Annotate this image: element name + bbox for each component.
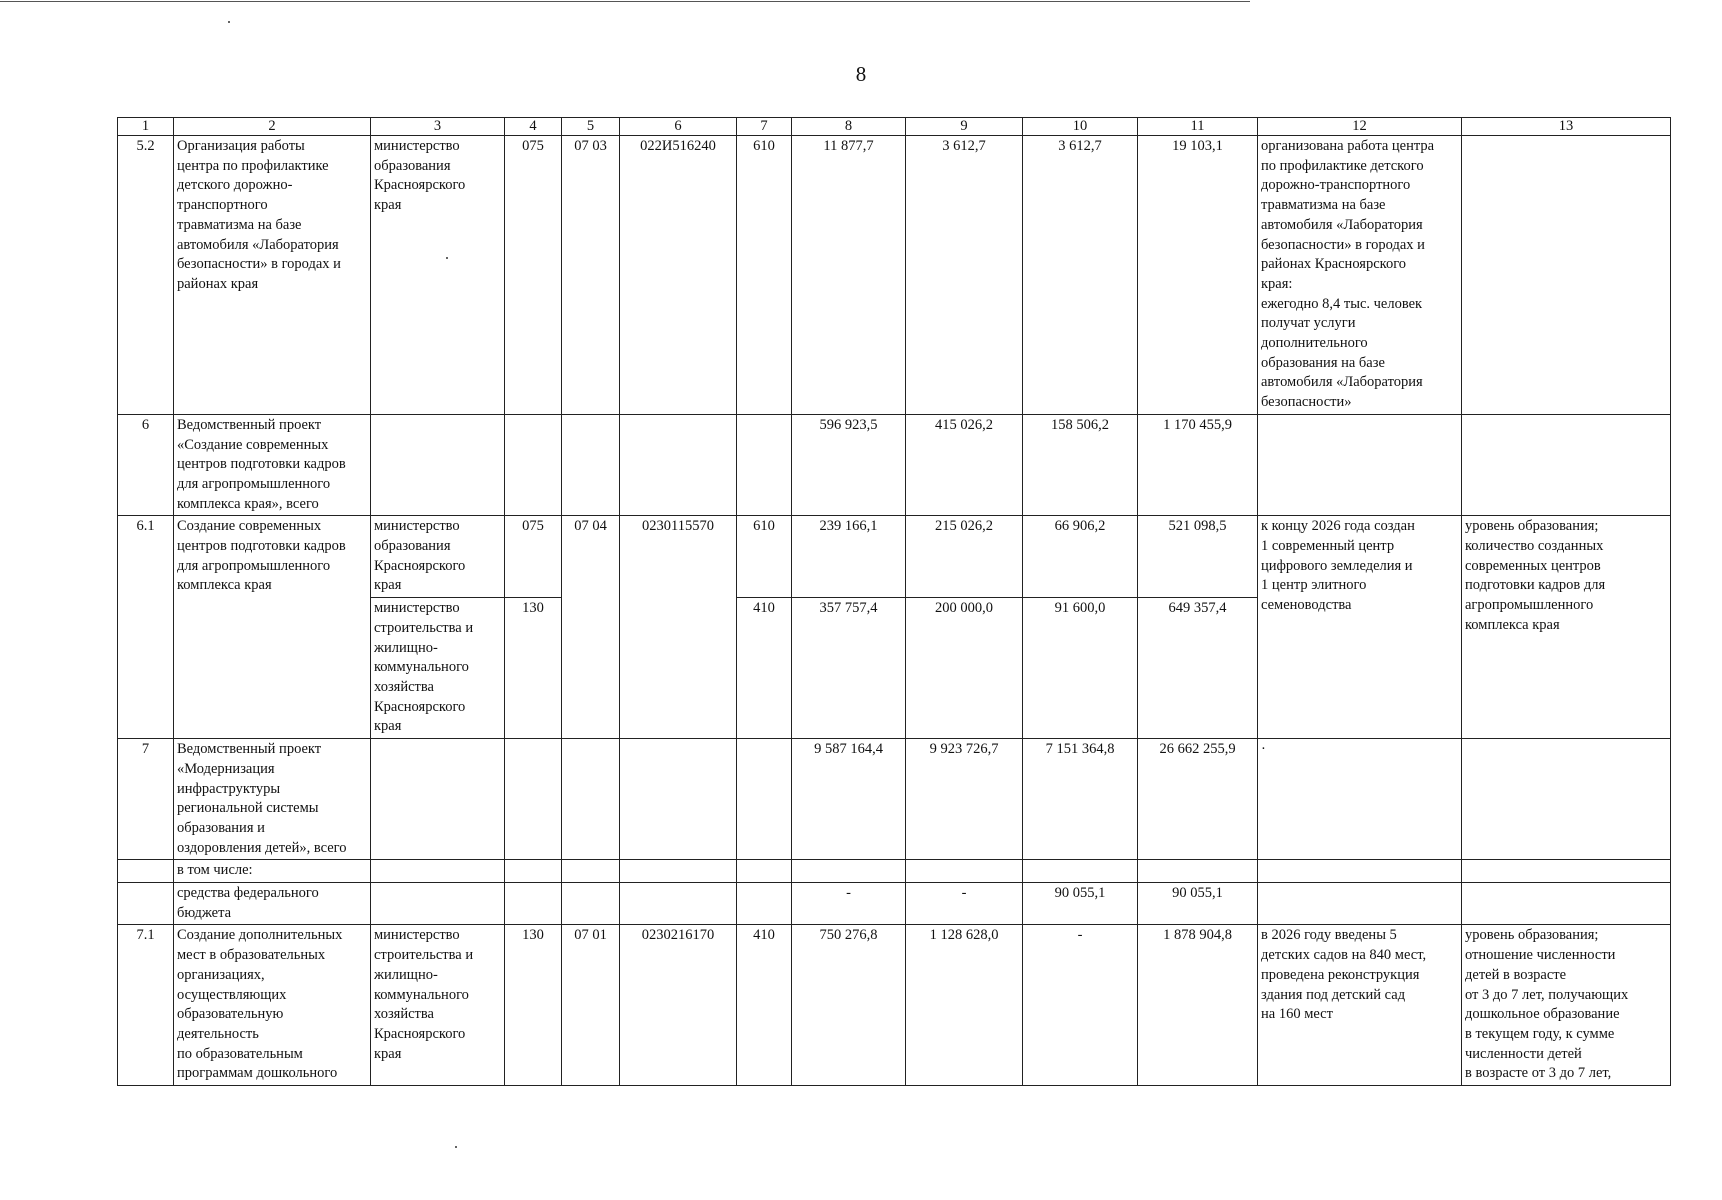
empty-cell [562, 739, 620, 860]
scan-speck [228, 21, 230, 23]
row-number: 6.1 [118, 516, 174, 739]
cell-col9: 415 026,2 [906, 414, 1023, 516]
cell-col8: - [792, 883, 906, 925]
cell-col9: 1 128 628,0 [906, 925, 1023, 1086]
cell-col11: 26 662 255,9 [1138, 739, 1258, 860]
cell-col5: 07 03 [562, 136, 620, 415]
cell-col9: 200 000,0 [906, 598, 1023, 739]
budget-table [117, 117, 1671, 1086]
cell-col8: 596 923,5 [792, 414, 906, 516]
row-executor: министерство образования Красноярского края [371, 516, 505, 598]
row-result: · [1258, 739, 1462, 860]
cell-col6: 0230115570 [620, 516, 737, 739]
header-row [118, 118, 1671, 136]
empty-cell [562, 883, 620, 925]
empty-cell [562, 414, 620, 516]
empty-cell [1462, 860, 1671, 883]
cell-col10: 3 612,7 [1023, 136, 1138, 415]
row-number: 7 [118, 739, 174, 860]
empty-cell [737, 414, 792, 516]
cell-col10: 158 506,2 [1023, 414, 1138, 516]
table-row [118, 925, 1671, 1086]
cell-col9: 3 612,7 [906, 136, 1023, 415]
row-name: Создание дополнительных мест в образовательных организациях, осуществляющих образовательную деятельность по образовательным программам дошкольного [174, 925, 371, 1086]
empty-cell [620, 739, 737, 860]
cell-col6: 0230216170 [620, 925, 737, 1086]
cell-col5: 07 04 [562, 516, 620, 739]
cell-col11: 1 878 904,8 [1138, 925, 1258, 1086]
cell-col4: 130 [505, 598, 562, 739]
empty-cell [1023, 860, 1138, 883]
header-cell: 10 [1023, 118, 1138, 136]
header-cell: 1 [118, 118, 174, 136]
empty-cell [1462, 883, 1671, 925]
header-cell: 11 [1138, 118, 1258, 136]
cell-col11: 1 170 455,9 [1138, 414, 1258, 516]
header-cell: 13 [1462, 118, 1671, 136]
cell-col10: 90 055,1 [1023, 883, 1138, 925]
empty-cell [1258, 414, 1462, 516]
row-result: к концу 2026 года создан 1 современный центр цифрового земледелия и 1 центр элитного семеноводства [1258, 516, 1462, 739]
cell-col11: 19 103,1 [1138, 136, 1258, 415]
scan-speck [455, 1146, 457, 1148]
row-number: 5.2 [118, 136, 174, 415]
cell-col7: 410 [737, 925, 792, 1086]
cell-col10: 91 600,0 [1023, 598, 1138, 739]
table-row [118, 414, 1671, 516]
table-row [118, 136, 1671, 415]
empty-cell [620, 860, 737, 883]
cell-col6: 022И516240 [620, 136, 737, 415]
empty-cell [1462, 739, 1671, 860]
row-indicator: уровень образования; отношение численности детей в возрасте от 3 до 7 лет, получающих дошкольное образование в текущем году, к сумме численности детей в возрасте от 3 до 7 лет, [1462, 925, 1671, 1086]
cell-col8: 357 757,4 [792, 598, 906, 739]
row-result: в 2026 году введены 5 детских садов на 840 мест, проведена реконструкция здания под детский сад на 160 мест [1258, 925, 1462, 1086]
row-indicator [1462, 136, 1671, 415]
cell-col10: - [1023, 925, 1138, 1086]
empty-cell [118, 860, 174, 883]
empty-cell [371, 414, 505, 516]
empty-cell [737, 860, 792, 883]
row-number: 6 [118, 414, 174, 516]
empty-cell [505, 883, 562, 925]
row-indicator: уровень образования; количество созданных современных центров подготовки кадров для агропромышленного комплекса края [1462, 516, 1671, 739]
header-cell: 12 [1258, 118, 1462, 136]
cell-col7: 410 [737, 598, 792, 739]
cell-col4: 075 [505, 516, 562, 598]
cell-col8: 11 877,7 [792, 136, 906, 415]
cell-col4: 075 [505, 136, 562, 415]
row-executor: министерство строительства и жилищно- коммунального хозяйства Красноярского края [371, 598, 505, 739]
cell-col11: 90 055,1 [1138, 883, 1258, 925]
empty-cell [1462, 414, 1671, 516]
header-cell: 2 [174, 118, 371, 136]
cell-col9: 215 026,2 [906, 516, 1023, 598]
table-row [118, 883, 1671, 925]
top-rule [0, 1, 1250, 2]
empty-cell [1138, 860, 1258, 883]
row-name: Создание современных центров подготовки кадров для агропромышленного комплекса края [174, 516, 371, 739]
row-number: 7.1 [118, 925, 174, 1086]
table-row [118, 516, 1671, 598]
cell-col4: 130 [505, 925, 562, 1086]
empty-cell [562, 860, 620, 883]
table-row [118, 739, 1671, 860]
empty-cell [371, 860, 505, 883]
empty-cell [737, 739, 792, 860]
cell-col8: 239 166,1 [792, 516, 906, 598]
cell-col9: 9 923 726,7 [906, 739, 1023, 860]
empty-cell [1258, 860, 1462, 883]
header-cell: 7 [737, 118, 792, 136]
cell-col9: - [906, 883, 1023, 925]
row-result: организована работа центра по профилактике детского дорожно-транспортного травматизма на базе автомобиля «Лаборатория безопасности» в городах и районах Красноярского края: ежегодно 8,4 тыс. человек получат услуги дополнительного образования на базе автомобиля «Лаборатория безопасности» [1258, 136, 1462, 415]
header-cell: 8 [792, 118, 906, 136]
cell-col8: 750 276,8 [792, 925, 906, 1086]
empty-cell [906, 860, 1023, 883]
row-name: Ведомственный проект «Создание современных центров подготовки кадров для агропромышленного комплекса края», всего [174, 414, 371, 516]
header-cell: 3 [371, 118, 505, 136]
row-executor: министерство образования Красноярского края [371, 136, 505, 415]
row-name: Ведомственный проект «Модернизация инфраструктуры региональной системы образования и оздоровления детей», всего [174, 739, 371, 860]
cell-col7: 610 [737, 516, 792, 598]
header-cell: 4 [505, 118, 562, 136]
row-executor: министерство строительства и жилищно- коммунального хозяйства Красноярского края [371, 925, 505, 1086]
empty-cell [118, 883, 174, 925]
row-name: Организация работы центра по профилактике детского дорожно- транспортного травматизма на базе автомобиля «Лаборатория безопасности» в городах и районах края [174, 136, 371, 415]
cell-col10: 66 906,2 [1023, 516, 1138, 598]
empty-cell [371, 739, 505, 860]
empty-cell [1258, 883, 1462, 925]
empty-cell [371, 883, 505, 925]
cell-col11: 649 357,4 [1138, 598, 1258, 739]
cell-col10: 7 151 364,8 [1023, 739, 1138, 860]
header-cell: 5 [562, 118, 620, 136]
empty-cell [737, 883, 792, 925]
empty-cell [620, 883, 737, 925]
empty-cell [792, 860, 906, 883]
empty-cell [505, 739, 562, 860]
cell-col7: 610 [737, 136, 792, 415]
header-cell: 6 [620, 118, 737, 136]
table-row [118, 860, 1671, 883]
empty-cell [505, 414, 562, 516]
cell-col11: 521 098,5 [1138, 516, 1258, 598]
cell-col5: 07 01 [562, 925, 620, 1086]
empty-cell [505, 860, 562, 883]
page-number: 8 [855, 62, 867, 86]
cell-col8: 9 587 164,4 [792, 739, 906, 860]
row-name: средства федерального бюджета [174, 883, 371, 925]
empty-cell [620, 414, 737, 516]
row-name: в том числе: [174, 860, 371, 883]
header-cell: 9 [906, 118, 1023, 136]
